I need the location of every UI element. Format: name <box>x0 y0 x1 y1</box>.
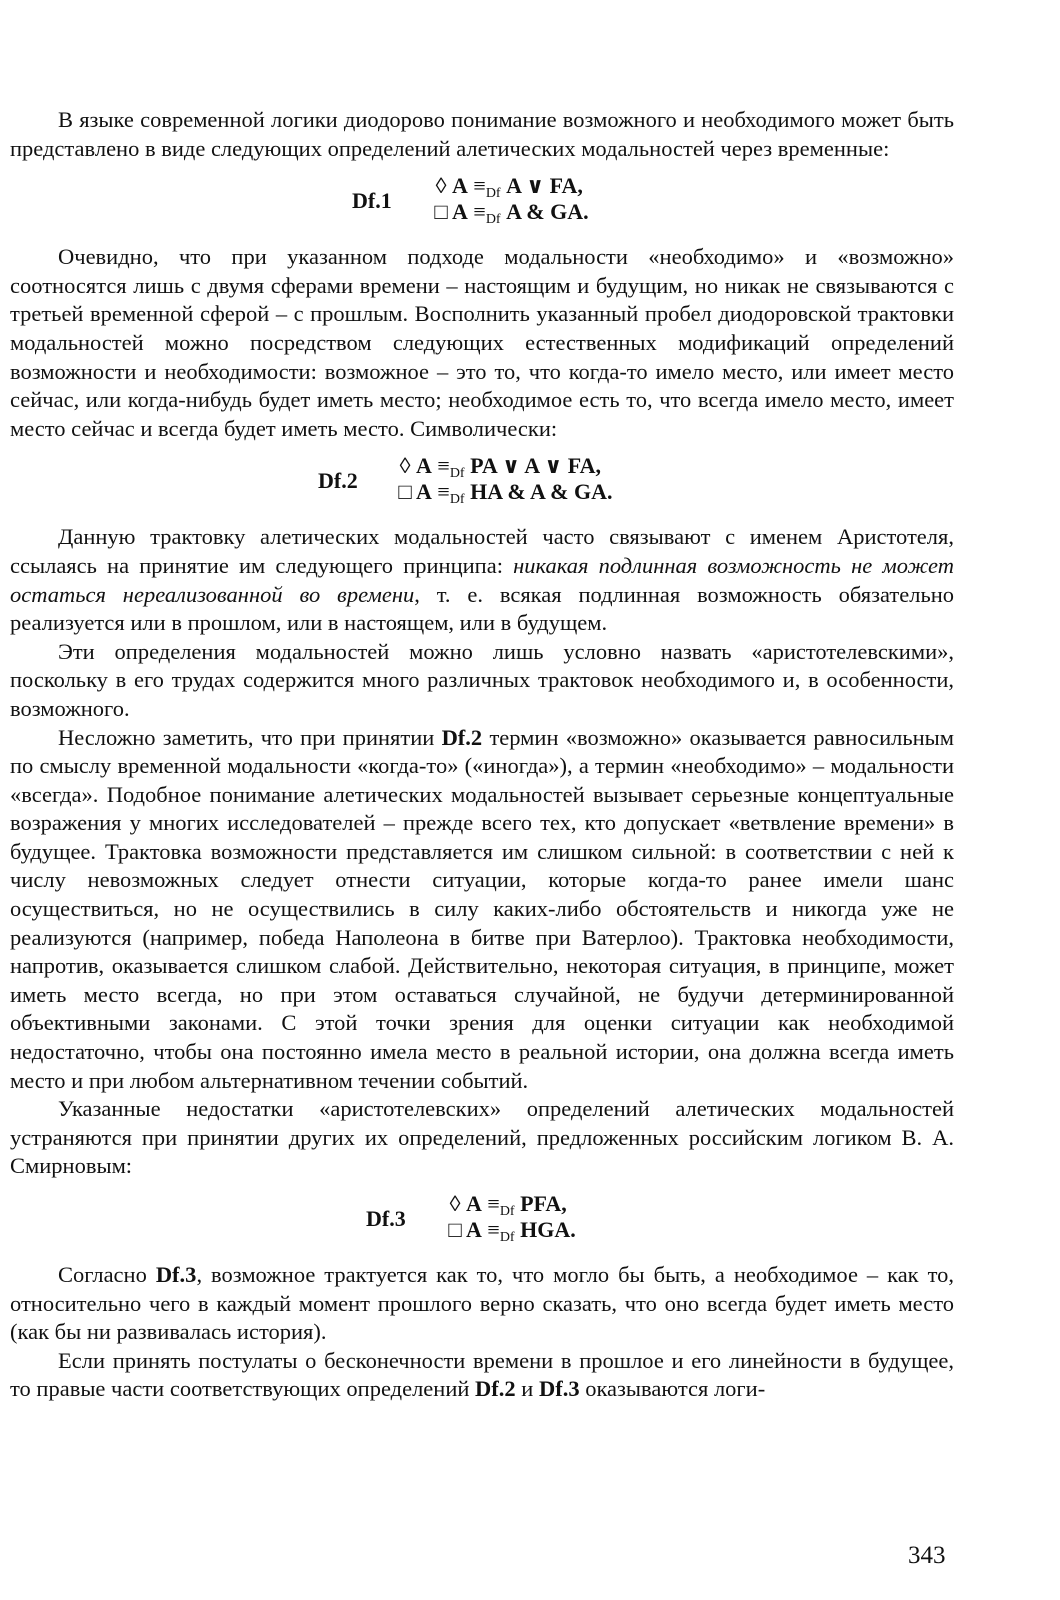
definition-ref: Df.2 <box>441 724 483 750</box>
formula-lines <box>394 453 613 508</box>
diamond-icon: ◊ <box>435 173 447 199</box>
formula-rhs: HA & A & GA. <box>470 479 613 505</box>
diamond-icon: ◊ <box>399 453 411 479</box>
paragraph-2: Очевидно, что при указанном подходе модальности «необходимо» и «возможно» соотносятся лишь с двумя сферами времени – настоящим и будущим, но никак не связываются с третьей временной сферой – с прошлым. Восполнить указанный пробел диодоровской трактовки модальностей можно посредством следующих естественных модификаций определений возможности и необходимости: возможное – это то, что когда-то имело место, или имеет место сейчас, или когда-нибудь будет иметь место; необходимое есть то, что всегда имело место, имеет место сейчас и всегда будет иметь место. Символически: <box>10 244 954 441</box>
definition-ref: Df.3 <box>538 1376 580 1402</box>
box-icon: □ <box>448 1217 462 1242</box>
formula-df2 <box>10 453 954 511</box>
formula-line-necessity: □ A ≡Df HGA. <box>444 1217 576 1243</box>
box-icon: □ <box>398 479 412 505</box>
formula-lines <box>444 1191 576 1243</box>
formula-df3 <box>10 1191 954 1249</box>
box-icon: □ <box>434 199 448 225</box>
formula-line-necessity: □ A ≡Df A & GA. <box>430 199 589 225</box>
paragraph-6: Указанные недостатки «аристотелевских» определений алетических модальностей устраняются при принятии других их определений, предложенных российским логиком В. А. Смирновым: <box>10 1096 954 1179</box>
formula-line-possibility: ◊ A ≡Df PA ∨ A ∨ FA, <box>394 453 613 479</box>
formula-rhs: PFA, <box>520 1191 567 1216</box>
paragraph-8: Если принять постулаты о бесконечности времени в прошлое и его линейности в будущее, то правые части соответствующих определений Df.2 и Df.3 оказываются логи- <box>10 1347 954 1402</box>
formula-line-necessity: □ A ≡Df HA & A & GA. <box>394 479 613 505</box>
formula-lines <box>430 173 589 228</box>
formula-rhs: A ∨ FA, <box>506 173 583 199</box>
formula-rhs: PA ∨ A ∨ FA, <box>470 453 601 479</box>
diamond-icon: ◊ <box>449 1191 461 1216</box>
italic-principle: никакая подлинная возможность не может остаться нереализованной во времени <box>10 552 954 607</box>
definition-ref: Df.2 <box>475 1376 516 1402</box>
formula-df1 <box>10 173 954 231</box>
formula-label: Df.1 <box>352 188 392 214</box>
paragraph-7: Согласно Df.3, возможное трактуется как то, что могло бы быть, а необходимое – как то, относительно чего в каждый момент прошлого верно сказать, что оно всегда будет иметь место (как бы ни развивалась история). <box>10 1262 954 1345</box>
formula-rhs: A & GA. <box>506 199 589 225</box>
paragraph-4: Эти определения модальностей можно лишь условно назвать «аристотелевскими», поскольку в его трудах содержится много различных трактовок необходимого и, в особенности, возможного. <box>10 638 954 721</box>
formula-label: Df.3 <box>366 1206 406 1231</box>
formula-label: Df.2 <box>318 468 358 494</box>
paragraph-3: Данную трактовку алетических модальностей часто связывают с именем Аристотеля, ссылаясь на принятие им следующего принципа: никакая подлинная возможность не может остаться нереализованной во времени, т. е. всякая подлинная возможность обязательно реализуется или в прошлом, или в настоящем, или в будущем. <box>10 524 955 636</box>
formula-line-possibility: ◊ A ≡Df PFA, <box>444 1191 576 1217</box>
definition-ref: Df.3 <box>155 1262 197 1287</box>
page-number: 343 <box>908 1542 946 1569</box>
formula-rhs: HGA. <box>520 1217 576 1242</box>
paragraph-5: Несложно заметить, что при принятии Df.2 термин «возможно» оказывается равносильным по смыслу временной модальности «когда-то» («иногда»), а термин «необходимо» – модальности «всегда». Подобное понимание алетических модальностей вызывает серьезные концептуальные возражения у многих исследователей – прежде всего тех, кто допускает «ветвление времени» в будущее. Трактовка возможности представляется им слишком сильной: в соответствии с ней к числу невозможных следует отнести ситуации, которые когда-то ранее имели шанс осуществиться, но не осуществились в силу каких-либо обстоятельств и никогда уже не реализуются (например, победа Наполеона в битве при Ватерлоо). Трактовка необходимости, напротив, оказывается слишком слабой. Действительно, некоторая ситуация, в принципе, может иметь место всегда, но при этом оставаться случайной, не будучи детерминированной объективными законами. С этой точки зрения для оценки ситуации как необходимой недостаточно, чтобы она постоянно имела место в реальной истории, она должна всегда иметь место и при любом альтернативном течении событий. <box>10 724 954 1093</box>
formula-line-possibility: ◊ A ≡Df A ∨ FA, <box>430 173 589 199</box>
page-body <box>10 106 954 1404</box>
paragraph-1: В языке современной логики диодорово понимание возможного и необходимого может быть представлено в виде следующих определений алетических модальностей через временные: <box>10 107 954 161</box>
